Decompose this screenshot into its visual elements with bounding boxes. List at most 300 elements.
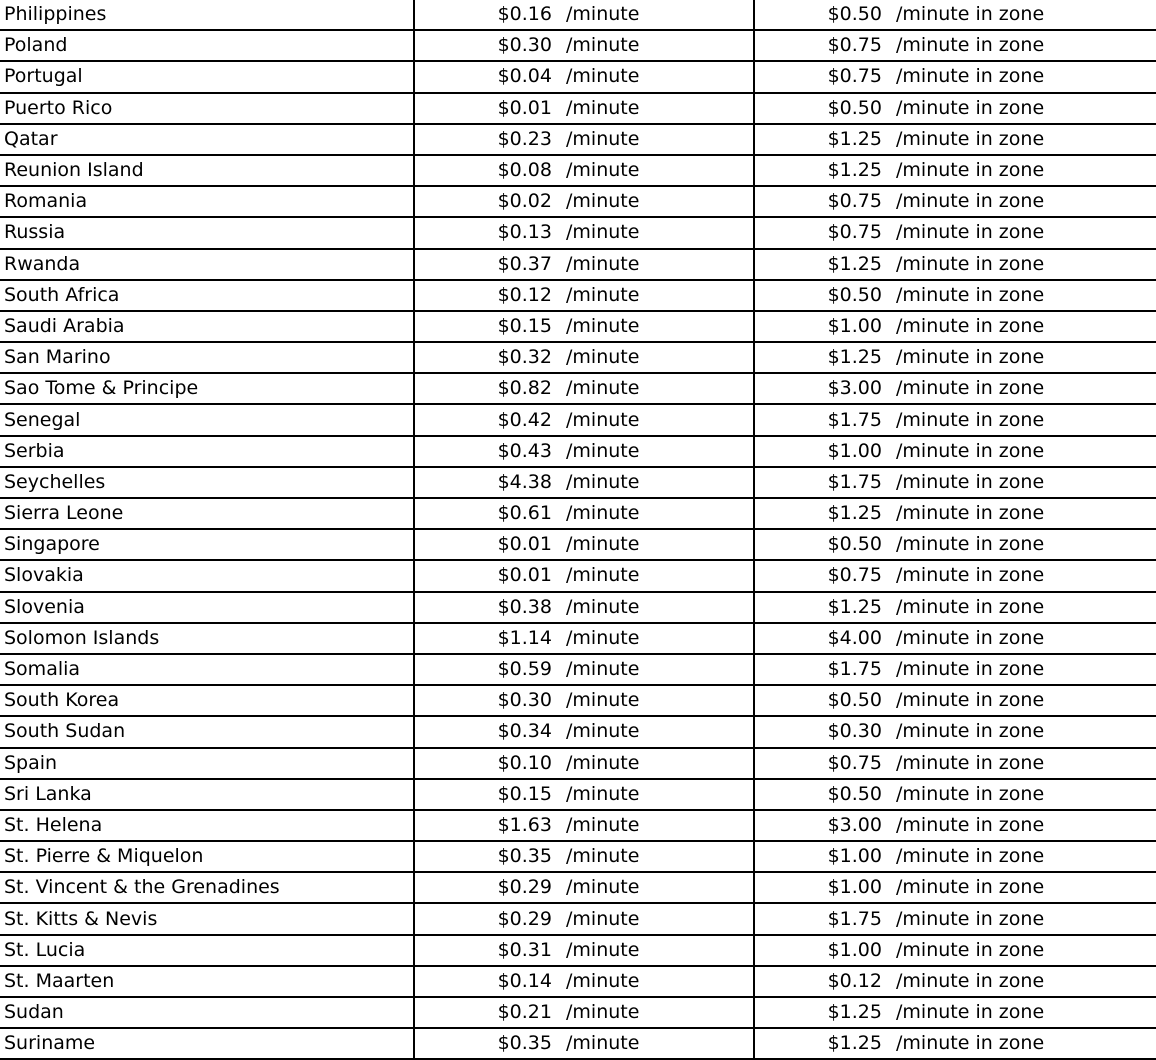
country-name: Sierra Leone xyxy=(4,502,124,525)
zone-rate-unit: /minute in zone xyxy=(896,907,1045,930)
zone-rate-unit: /minute in zone xyxy=(896,782,1045,805)
country-cell xyxy=(0,716,414,747)
country-cell xyxy=(0,1028,414,1059)
country-name: Romania xyxy=(4,190,88,213)
rate-unit: /minute xyxy=(566,813,640,836)
country-cell xyxy=(0,872,414,903)
zone-rate-amount: $1.25 xyxy=(827,595,882,618)
country-name: Seychelles xyxy=(4,470,106,493)
zone-rate-cell xyxy=(754,810,1156,841)
zone-rate-cell xyxy=(754,93,1156,124)
zone-rate-amount: $0.75 xyxy=(827,751,882,774)
table-row xyxy=(0,404,1156,435)
rate-unit: /minute xyxy=(566,533,640,556)
country-cell xyxy=(0,373,414,404)
country-name: Reunion Island xyxy=(4,159,144,182)
country-name: Singapore xyxy=(4,533,100,556)
zone-rate-unit: /minute in zone xyxy=(896,533,1045,556)
rate-cell xyxy=(414,249,754,280)
country-name: Suriname xyxy=(4,1032,96,1055)
zone-rate-unit: /minute in zone xyxy=(896,346,1045,369)
zone-rate-amount: $0.50 xyxy=(827,533,882,556)
rate-unit: /minute xyxy=(566,221,640,244)
zone-rate-cell xyxy=(754,966,1156,997)
zone-rate-cell xyxy=(754,903,1156,934)
rate-cell xyxy=(414,654,754,685)
zone-rate-cell xyxy=(754,373,1156,404)
rate-unit: /minute xyxy=(566,907,640,930)
country-name: South Korea xyxy=(4,689,120,712)
zone-rate-unit: /minute in zone xyxy=(896,3,1045,26)
rate-cell xyxy=(414,61,754,92)
zone-rate-amount: $1.75 xyxy=(827,408,882,431)
country-name: Sudan xyxy=(4,1001,64,1024)
rate-amount: $0.59 xyxy=(497,658,552,681)
zone-rate-cell xyxy=(754,61,1156,92)
zone-rate-unit: /minute in zone xyxy=(896,813,1045,836)
zone-rate-cell xyxy=(754,0,1156,30)
zone-rate-amount: $1.75 xyxy=(827,907,882,930)
zone-rate-cell xyxy=(754,342,1156,373)
zone-rate-unit: /minute in zone xyxy=(896,314,1045,337)
rate-unit: /minute xyxy=(566,502,640,525)
table-row xyxy=(0,654,1156,685)
rate-amount: $0.30 xyxy=(497,689,552,712)
table-row xyxy=(0,155,1156,186)
zone-rate-amount: $3.00 xyxy=(827,813,882,836)
zone-rate-unit: /minute in zone xyxy=(896,1032,1045,1055)
country-cell xyxy=(0,249,414,280)
rate-cell xyxy=(414,748,754,779)
country-cell xyxy=(0,280,414,311)
zone-rate-cell xyxy=(754,124,1156,155)
rate-amount: $0.29 xyxy=(497,876,552,899)
country-cell xyxy=(0,124,414,155)
rate-cell xyxy=(414,779,754,810)
table-row xyxy=(0,311,1156,342)
country-cell xyxy=(0,467,414,498)
country-name: Qatar xyxy=(4,127,58,150)
country-name: San Marino xyxy=(4,346,111,369)
country-cell xyxy=(0,654,414,685)
country-cell xyxy=(0,186,414,217)
country-name: Poland xyxy=(4,34,68,57)
zone-rate-amount: $1.25 xyxy=(827,127,882,150)
rate-unit: /minute xyxy=(566,3,640,26)
rate-amount: $0.08 xyxy=(497,159,552,182)
zone-rate-cell xyxy=(754,623,1156,654)
rate-unit: /minute xyxy=(566,1032,640,1055)
rate-amount: $0.43 xyxy=(497,439,552,462)
rate-amount: $0.82 xyxy=(497,377,552,400)
table-row xyxy=(0,217,1156,248)
zone-rate-cell xyxy=(754,280,1156,311)
zone-rate-unit: /minute in zone xyxy=(896,845,1045,868)
zone-rate-unit: /minute in zone xyxy=(896,65,1045,88)
country-name: Philippines xyxy=(4,3,107,26)
rate-unit: /minute xyxy=(566,751,640,774)
rate-cell xyxy=(414,373,754,404)
zone-rate-unit: /minute in zone xyxy=(896,221,1045,244)
country-cell xyxy=(0,592,414,623)
table-row xyxy=(0,748,1156,779)
zone-rate-amount: $1.25 xyxy=(827,502,882,525)
rate-amount: $0.30 xyxy=(497,34,552,57)
zone-rate-amount: $0.50 xyxy=(827,3,882,26)
table-row xyxy=(0,810,1156,841)
zone-rate-unit: /minute in zone xyxy=(896,938,1045,961)
zone-rate-amount: $0.75 xyxy=(827,221,882,244)
rate-unit: /minute xyxy=(566,439,640,462)
country-cell xyxy=(0,311,414,342)
zone-rate-unit: /minute in zone xyxy=(896,658,1045,681)
zone-rate-amount: $0.50 xyxy=(827,782,882,805)
zone-rate-amount: $1.00 xyxy=(827,439,882,462)
country-cell xyxy=(0,623,414,654)
zone-rate-amount: $1.00 xyxy=(827,845,882,868)
rate-cell xyxy=(414,280,754,311)
zone-rate-cell xyxy=(754,779,1156,810)
zone-rate-cell xyxy=(754,498,1156,529)
zone-rate-amount: $0.75 xyxy=(827,190,882,213)
zone-rate-amount: $0.30 xyxy=(827,720,882,743)
country-cell xyxy=(0,997,414,1028)
country-name: Sao Tome & Principe xyxy=(4,377,199,400)
zone-rate-unit: /minute in zone xyxy=(896,283,1045,306)
rate-amount: $0.42 xyxy=(497,408,552,431)
rate-amount: $0.13 xyxy=(497,221,552,244)
zone-rate-unit: /minute in zone xyxy=(896,626,1045,649)
zone-rate-unit: /minute in zone xyxy=(896,564,1045,587)
zone-rate-amount: $1.25 xyxy=(827,1001,882,1024)
table-row xyxy=(0,997,1156,1028)
country-name: St. Kitts & Nevis xyxy=(4,907,158,930)
rate-cell xyxy=(414,93,754,124)
rate-cell xyxy=(414,498,754,529)
country-cell xyxy=(0,685,414,716)
country-name: Slovakia xyxy=(4,564,84,587)
rate-unit: /minute xyxy=(566,65,640,88)
country-cell xyxy=(0,966,414,997)
rate-unit: /minute xyxy=(566,283,640,306)
table-row xyxy=(0,1028,1156,1059)
rate-amount: $0.29 xyxy=(497,907,552,930)
zone-rate-cell xyxy=(754,872,1156,903)
rate-cell xyxy=(414,560,754,591)
country-cell xyxy=(0,155,414,186)
rate-cell xyxy=(414,30,754,61)
rate-amount: $1.14 xyxy=(497,626,552,649)
rate-cell xyxy=(414,342,754,373)
zone-rate-unit: /minute in zone xyxy=(896,408,1045,431)
table-row xyxy=(0,935,1156,966)
zone-rate-cell xyxy=(754,249,1156,280)
zone-rate-cell xyxy=(754,685,1156,716)
country-name: Puerto Rico xyxy=(4,96,113,119)
zone-rate-cell xyxy=(754,186,1156,217)
zone-rate-unit: /minute in zone xyxy=(896,751,1045,774)
rate-unit: /minute xyxy=(566,314,640,337)
table-row xyxy=(0,498,1156,529)
rate-unit: /minute xyxy=(566,34,640,57)
country-cell xyxy=(0,217,414,248)
rate-amount: $0.02 xyxy=(497,190,552,213)
rate-amount: $0.38 xyxy=(497,595,552,618)
rate-amount: $0.23 xyxy=(497,127,552,150)
rate-unit: /minute xyxy=(566,782,640,805)
table-row xyxy=(0,373,1156,404)
country-name: Spain xyxy=(4,751,58,774)
zone-rate-amount: $3.00 xyxy=(827,377,882,400)
table-row xyxy=(0,685,1156,716)
country-cell xyxy=(0,30,414,61)
rate-cell xyxy=(414,124,754,155)
zone-rate-amount: $0.50 xyxy=(827,283,882,306)
zone-rate-amount: $1.25 xyxy=(827,159,882,182)
rate-cell xyxy=(414,872,754,903)
zone-rate-unit: /minute in zone xyxy=(896,470,1045,493)
country-name: Senegal xyxy=(4,408,81,431)
table-row xyxy=(0,249,1156,280)
zone-rate-cell xyxy=(754,560,1156,591)
table-row xyxy=(0,903,1156,934)
country-name: South Africa xyxy=(4,283,120,306)
zone-rate-amount: $1.25 xyxy=(827,252,882,275)
zone-rate-amount: $1.25 xyxy=(827,1032,882,1055)
rate-cell xyxy=(414,436,754,467)
rate-amount: $4.38 xyxy=(497,470,552,493)
zone-rate-amount: $0.75 xyxy=(827,564,882,587)
zone-rate-amount: $1.00 xyxy=(827,876,882,899)
zone-rate-cell xyxy=(754,436,1156,467)
zone-rate-unit: /minute in zone xyxy=(896,159,1045,182)
country-name: Somalia xyxy=(4,658,81,681)
zone-rate-cell xyxy=(754,1028,1156,1059)
table-row xyxy=(0,467,1156,498)
table-row xyxy=(0,436,1156,467)
country-cell xyxy=(0,61,414,92)
rate-cell xyxy=(414,592,754,623)
zone-rate-amount: $4.00 xyxy=(827,626,882,649)
country-name: St. Vincent & the Grenadines xyxy=(4,876,280,899)
rate-unit: /minute xyxy=(566,720,640,743)
rate-unit: /minute xyxy=(566,595,640,618)
rate-unit: /minute xyxy=(566,346,640,369)
rate-unit: /minute xyxy=(566,408,640,431)
country-name: St. Pierre & Miquelon xyxy=(4,845,204,868)
country-name: St. Maarten xyxy=(4,969,115,992)
country-name: Rwanda xyxy=(4,252,81,275)
zone-rate-unit: /minute in zone xyxy=(896,190,1045,213)
zone-rate-cell xyxy=(754,404,1156,435)
rate-amount: $0.21 xyxy=(497,1001,552,1024)
zone-rate-cell xyxy=(754,748,1156,779)
zone-rate-cell xyxy=(754,311,1156,342)
zone-rate-unit: /minute in zone xyxy=(896,439,1045,462)
rate-amount: $0.35 xyxy=(497,1032,552,1055)
rate-cell xyxy=(414,685,754,716)
zone-rate-amount: $0.50 xyxy=(827,689,882,712)
zone-rate-unit: /minute in zone xyxy=(896,969,1045,992)
rate-unit: /minute xyxy=(566,845,640,868)
country-cell xyxy=(0,404,414,435)
country-cell xyxy=(0,342,414,373)
rate-cell xyxy=(414,155,754,186)
rate-amount: $0.01 xyxy=(497,564,552,587)
rate-cell xyxy=(414,997,754,1028)
rate-amount: $0.15 xyxy=(497,314,552,337)
zone-rate-unit: /minute in zone xyxy=(896,96,1045,119)
rate-amount: $0.61 xyxy=(497,502,552,525)
rate-cell xyxy=(414,810,754,841)
rate-unit: /minute xyxy=(566,159,640,182)
rate-unit: /minute xyxy=(566,689,640,712)
country-cell xyxy=(0,0,414,30)
zone-rate-amount: $0.75 xyxy=(827,65,882,88)
zone-rate-cell xyxy=(754,997,1156,1028)
zone-rate-cell xyxy=(754,592,1156,623)
country-cell xyxy=(0,779,414,810)
zone-rate-amount: $1.00 xyxy=(827,314,882,337)
country-cell xyxy=(0,935,414,966)
rate-unit: /minute xyxy=(566,626,640,649)
zone-rate-amount: $1.00 xyxy=(827,938,882,961)
table-row xyxy=(0,716,1156,747)
country-cell xyxy=(0,841,414,872)
table-row xyxy=(0,61,1156,92)
zone-rate-unit: /minute in zone xyxy=(896,720,1045,743)
zone-rate-cell xyxy=(754,935,1156,966)
rate-amount: $0.01 xyxy=(497,96,552,119)
zone-rate-cell xyxy=(754,30,1156,61)
rate-cell xyxy=(414,935,754,966)
zone-rate-unit: /minute in zone xyxy=(896,1001,1045,1024)
rate-cell xyxy=(414,529,754,560)
country-name: South Sudan xyxy=(4,720,126,743)
zone-rate-unit: /minute in zone xyxy=(896,377,1045,400)
rate-cell xyxy=(414,966,754,997)
rate-unit: /minute xyxy=(566,377,640,400)
rate-unit: /minute xyxy=(566,969,640,992)
zone-rate-unit: /minute in zone xyxy=(896,876,1045,899)
country-name: Russia xyxy=(4,221,66,244)
table-row xyxy=(0,560,1156,591)
table-row xyxy=(0,966,1156,997)
rate-cell xyxy=(414,186,754,217)
table-row xyxy=(0,0,1156,30)
rate-cell xyxy=(414,841,754,872)
table-row xyxy=(0,342,1156,373)
rate-cell xyxy=(414,716,754,747)
rate-unit: /minute xyxy=(566,564,640,587)
zone-rate-unit: /minute in zone xyxy=(896,127,1045,150)
rate-unit: /minute xyxy=(566,127,640,150)
zone-rate-cell xyxy=(754,529,1156,560)
zone-rate-amount: $0.75 xyxy=(827,34,882,57)
country-name: Solomon Islands xyxy=(4,626,160,649)
zone-rate-amount: $1.75 xyxy=(827,658,882,681)
table-row xyxy=(0,529,1156,560)
zone-rate-cell xyxy=(754,217,1156,248)
rate-cell xyxy=(414,404,754,435)
zone-rate-cell xyxy=(754,155,1156,186)
rate-cell xyxy=(414,467,754,498)
table-row xyxy=(0,592,1156,623)
rate-unit: /minute xyxy=(566,96,640,119)
table-row xyxy=(0,280,1156,311)
country-name: St. Helena xyxy=(4,813,103,836)
rate-amount: $0.34 xyxy=(497,720,552,743)
rate-amount: $0.12 xyxy=(497,283,552,306)
zone-rate-amount: $1.75 xyxy=(827,470,882,493)
rate-cell xyxy=(414,0,754,30)
zone-rate-cell xyxy=(754,467,1156,498)
rate-cell xyxy=(414,1028,754,1059)
table-row xyxy=(0,779,1156,810)
rate-cell xyxy=(414,217,754,248)
rate-amount: $0.35 xyxy=(497,845,552,868)
rate-amount: $1.63 xyxy=(497,813,552,836)
country-name: Serbia xyxy=(4,439,65,462)
country-cell xyxy=(0,903,414,934)
country-name: Sri Lanka xyxy=(4,782,92,805)
rate-amount: $0.14 xyxy=(497,969,552,992)
rate-amount: $0.04 xyxy=(497,65,552,88)
zone-rate-amount: $1.25 xyxy=(827,346,882,369)
rate-amount: $0.37 xyxy=(497,252,552,275)
table-row xyxy=(0,30,1156,61)
rate-amount: $0.01 xyxy=(497,533,552,556)
rate-unit: /minute xyxy=(566,470,640,493)
country-name: Saudi Arabia xyxy=(4,314,125,337)
country-cell xyxy=(0,498,414,529)
rate-cell xyxy=(414,623,754,654)
country-cell xyxy=(0,529,414,560)
zone-rate-cell xyxy=(754,654,1156,685)
zone-rate-cell xyxy=(754,716,1156,747)
table-row xyxy=(0,841,1156,872)
zone-rate-unit: /minute in zone xyxy=(896,502,1045,525)
zone-rate-unit: /minute in zone xyxy=(896,595,1045,618)
country-name: Slovenia xyxy=(4,595,85,618)
rate-unit: /minute xyxy=(566,252,640,275)
rate-amount: $0.16 xyxy=(497,3,552,26)
rate-unit: /minute xyxy=(566,876,640,899)
table-row xyxy=(0,93,1156,124)
zone-rate-amount: $0.12 xyxy=(827,969,882,992)
rate-amount: $0.32 xyxy=(497,346,552,369)
country-name: Portugal xyxy=(4,65,83,88)
country-cell xyxy=(0,810,414,841)
table-row xyxy=(0,186,1156,217)
country-name: St. Lucia xyxy=(4,938,86,961)
table-row xyxy=(0,623,1156,654)
table-row xyxy=(0,872,1156,903)
country-cell xyxy=(0,93,414,124)
rate-unit: /minute xyxy=(566,190,640,213)
rate-cell xyxy=(414,311,754,342)
zone-rate-unit: /minute in zone xyxy=(896,689,1045,712)
rate-amount: $0.15 xyxy=(497,782,552,805)
country-cell xyxy=(0,436,414,467)
rate-amount: $0.31 xyxy=(497,938,552,961)
rate-unit: /minute xyxy=(566,1001,640,1024)
rate-unit: /minute xyxy=(566,658,640,681)
zone-rate-unit: /minute in zone xyxy=(896,252,1045,275)
table-row xyxy=(0,124,1156,155)
rate-cell xyxy=(414,903,754,934)
zone-rate-amount: $0.50 xyxy=(827,96,882,119)
